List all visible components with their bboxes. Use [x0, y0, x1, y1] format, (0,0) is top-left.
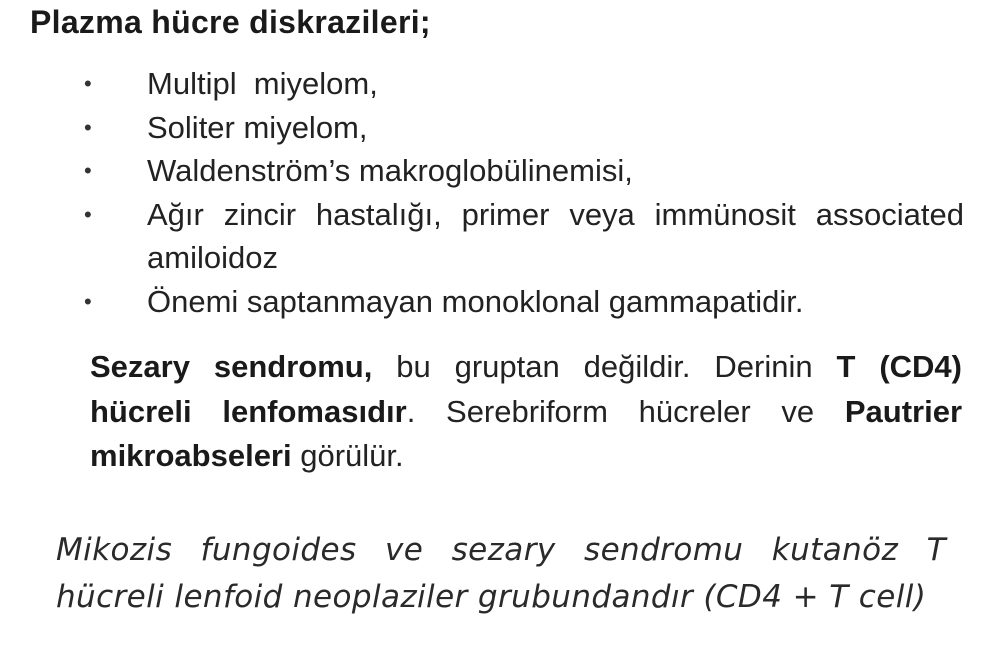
section-heading: Plazma hücre diskrazileri; — [30, 4, 431, 40]
handwritten-note — [56, 527, 946, 621]
list-item — [84, 193, 964, 280]
bullet-icon: • — [84, 71, 92, 96]
list-item-text: Ağır zincir hastalığı, primer veya immünosit associated amiloidoz — [147, 196, 964, 275]
bullet-icon: • — [84, 288, 92, 314]
handwritten-line: hücreli lenfoid neoplaziler grubundandır (CD4 + T cell) — [56, 579, 927, 615]
list-item — [84, 149, 964, 193]
list-item-text: Multipl miyelom, — [147, 66, 378, 101]
handwritten-line: Mikozis fungoides ve sezary sendromu kutanöz T — [56, 532, 946, 568]
list-item-text: Önemi saptanmayan monoklonal gammapatidir. — [147, 283, 804, 319]
list-item-text: Waldenström’s makroglobülinemisi, — [147, 153, 633, 188]
bullet-icon: • — [84, 158, 92, 183]
plasma-cell-dyscrasia-list — [84, 62, 964, 323]
bold-term: T (CD4) hücreli lenfomasıdır — [90, 349, 962, 429]
bullet-icon: • — [84, 201, 92, 227]
list-item-text: Soliter miyelom, — [147, 109, 368, 145]
list-item — [84, 106, 964, 150]
sezary-note-paragraph — [90, 345, 962, 479]
paragraph-text: . Serebriform hücreler ve — [406, 393, 845, 429]
bullet-icon: • — [84, 114, 92, 140]
bold-term: Pautrier mikroabseleri — [90, 393, 963, 473]
bold-term: Sezary sendromu, — [90, 349, 373, 384]
paragraph-text: görülür. — [291, 438, 404, 473]
list-item — [84, 280, 964, 324]
list-item — [84, 62, 964, 106]
paragraph-text: bu gruptan değildir. Derinin — [372, 349, 837, 384]
